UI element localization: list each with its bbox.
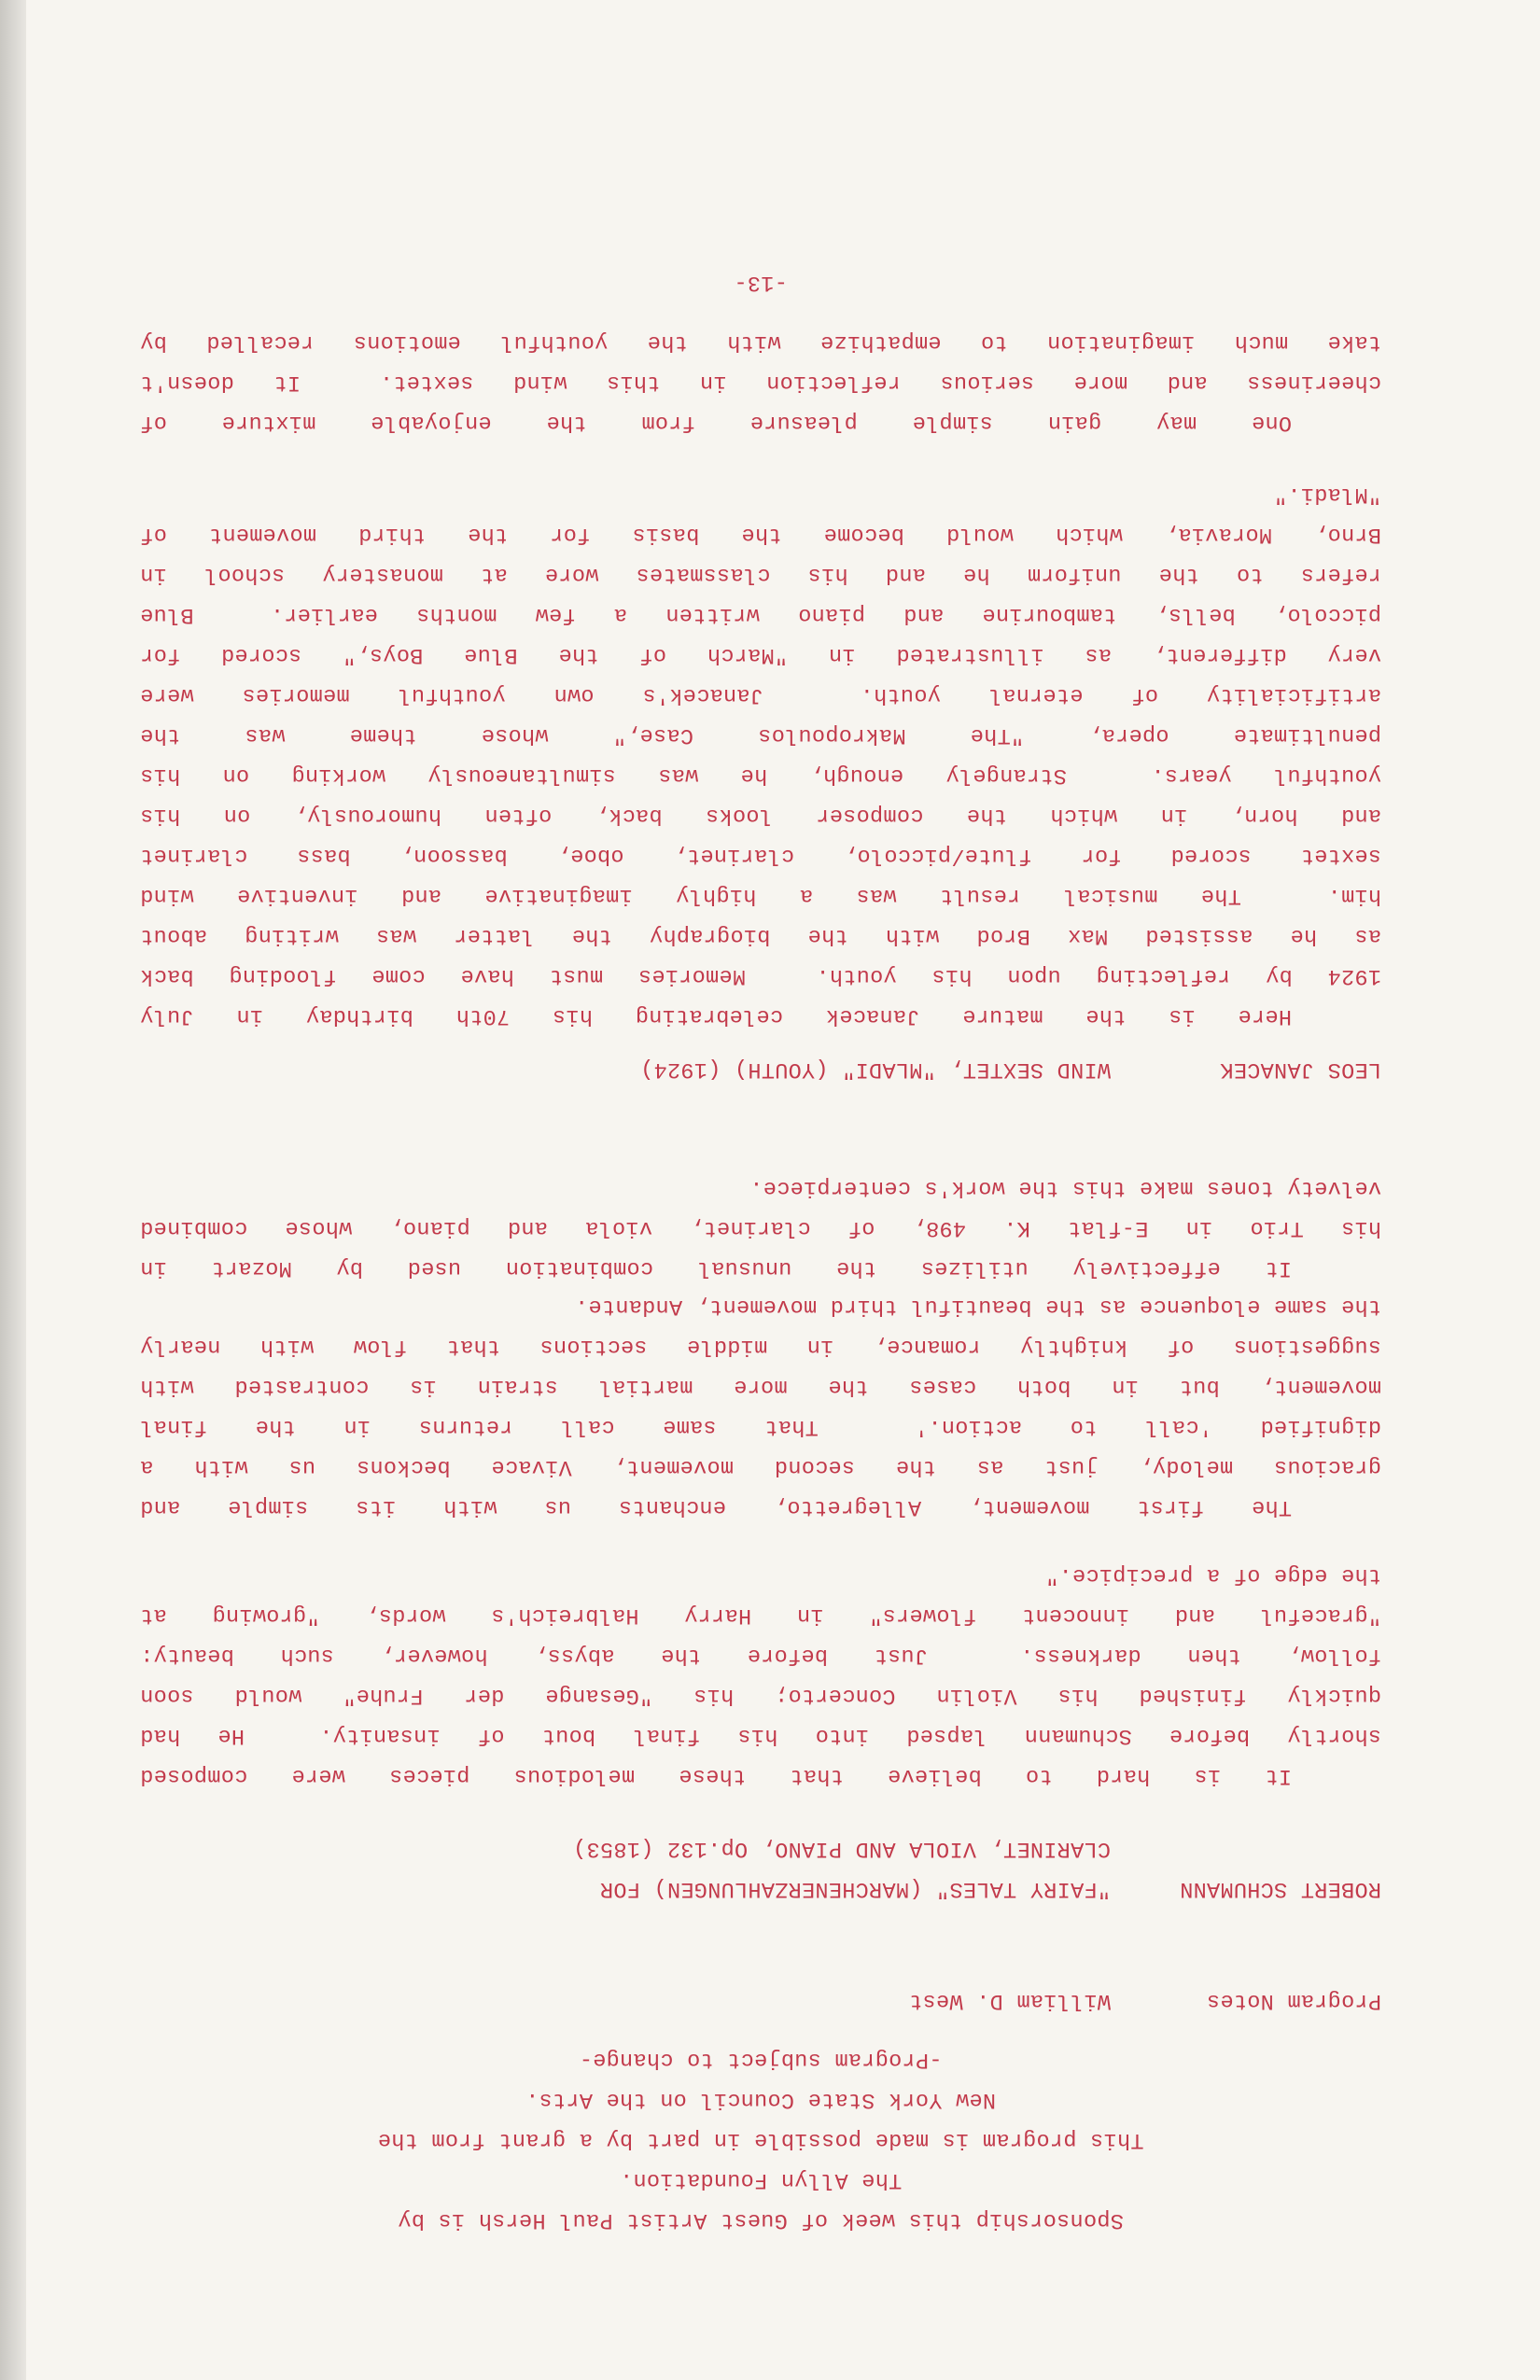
work-title: "FAIRY TALES" (MARCHENERZAHLUNGEN) FOR [599, 1876, 1111, 1901]
paragraph-line: piccolo, bells, tambourine and piano written a few months earlier. Blue [140, 602, 1381, 627]
paragraph-line: "graceful and innocent flowers" in Harry Halbreich's words, "growing at [140, 1603, 1381, 1628]
paragraph-line: the edge of a precipice." [1044, 1562, 1381, 1588]
work-title-continued: CLARINET, VIOLA AND PIANO, Op.132 (1853) [572, 1836, 1111, 1861]
paragraph-line: youthful years. Strangely enough, he was simultaneously working on his [140, 763, 1381, 788]
paragraph-line: It is hard to believe that these melodious pieces were composed [140, 1763, 1292, 1788]
paragraph-line: and horn, in which the composer looks back, often humorously, on his [140, 803, 1381, 828]
janacek-heading [140, 1049, 1381, 1089]
sponsorship-line: New York State Council on the Arts. [525, 2087, 997, 2112]
paragraph-line: movement, but in both cases the more martial strain is contrasted with [140, 1374, 1381, 1399]
schumann-paragraph-1 [140, 1555, 1381, 1796]
paragraph-line: cheeriness and more serious reflection in this wind sextet. It doesn't [140, 370, 1381, 395]
program-notes-label: Program Notes [1206, 1988, 1381, 2013]
paragraph-line: follow, then darkness. Just before the abyss, however, such beauty: [140, 1643, 1381, 1668]
janacek-paragraph-2 [140, 322, 1381, 442]
paragraph-line: very different, as illustrated in "March of the Blue Boys," scored for [140, 642, 1381, 667]
document-body [140, 270, 1381, 2380]
paper-edge-shadow [0, 0, 26, 2380]
paragraph-line: Brno, Moravia, which would become the basis for the third movement of [140, 522, 1381, 547]
paragraph-line: It effectively utilizes the unusual combination used by Mozart in [140, 1255, 1292, 1281]
paragraph-line: take much imagination to empathize with the youthful emotions recalled by [140, 329, 1381, 355]
paragraph-line: "Mladi." [1273, 482, 1381, 507]
paragraph-line: him. The musical result was a highly imaginative and inventive wind [140, 883, 1381, 908]
page-number: -13- [734, 270, 788, 295]
sponsorship-line: Sponsorship this week of Guest Artist Paul Hersh is by [398, 2207, 1124, 2233]
schumann-heading [140, 1828, 1381, 1909]
schumann-paragraph-3 [140, 1168, 1381, 1288]
paragraph-line: artificiality of eternal youth. Janacek's own youthful memories were [140, 682, 1381, 707]
paragraph-line: the same eloquence as the beautiful third movement, Andante. [574, 1294, 1381, 1319]
paragraph-line: velvety tones make this the work's centerpiece. [749, 1175, 1381, 1200]
paragraph-line: his Trio in E-flat K. 498, of clarinet, viola and piano, whose combined [140, 1215, 1381, 1240]
schumann-paragraph-2 [140, 1286, 1381, 1527]
composer-name: LEOS JANACEK [1220, 1057, 1381, 1082]
sponsorship-line: -Program subject to change- [579, 2047, 943, 2072]
paragraph-line: sextet scored for flute/piccolo, clarinet, oboe, bassoon, bass clarinet [140, 843, 1381, 868]
program-notes-header [140, 1981, 1381, 2021]
paragraph-line: 1924 by reflecting upon his youth. Memories must have come flooding back [140, 963, 1381, 988]
sponsorship-line: This program is made possible in part by a grant from the [377, 2127, 1144, 2152]
paragraph-line: penultimate opera, "The Makropoulos Case," whose theme was the [140, 722, 1381, 748]
paragraph-line: suggestions of knightly romance, in middle sections that flow with nearly [140, 1334, 1381, 1359]
composer-name: ROBERT SCHUMANN [1179, 1876, 1381, 1901]
sponsorship-line: The Allyn Foundation. [619, 2167, 903, 2192]
janacek-paragraph-1 [140, 474, 1381, 1036]
author-name: William D. West [908, 1988, 1111, 2013]
paragraph-line: shortly before Schumann lapsed into his final bout of insanity. He had [140, 1723, 1381, 1748]
paragraph-line: dignified 'call to action.' That same call returns in the final [140, 1414, 1381, 1439]
paragraph-line: gracious melody, just as the second movement, Vivace beckons us with a [140, 1454, 1381, 1479]
paragraph-line: Here is the mature Janacek celebrating his 70th birthday in July [140, 1003, 1292, 1029]
paragraph-line: quickly finished his Violin Concerto; his "Gesange der Fruhe" would soon [140, 1683, 1381, 1708]
sponsorship-block [140, 2039, 1381, 2240]
work-title: WIND SEXTET, "MLADI" (YOUTH) (1924) [639, 1057, 1111, 1082]
paragraph-line: The first movement, Allegretto, enchants us with its simple and [140, 1494, 1292, 1519]
paragraph-line: as he assisted Max Brod with the biography the latter was writing about [140, 923, 1381, 948]
paragraph-line: refers to the uniform he and his classmates wore at monastery school in [140, 562, 1381, 587]
paragraph-line: One may gain simple pleasure from the enjoyable mixture of [140, 410, 1292, 435]
